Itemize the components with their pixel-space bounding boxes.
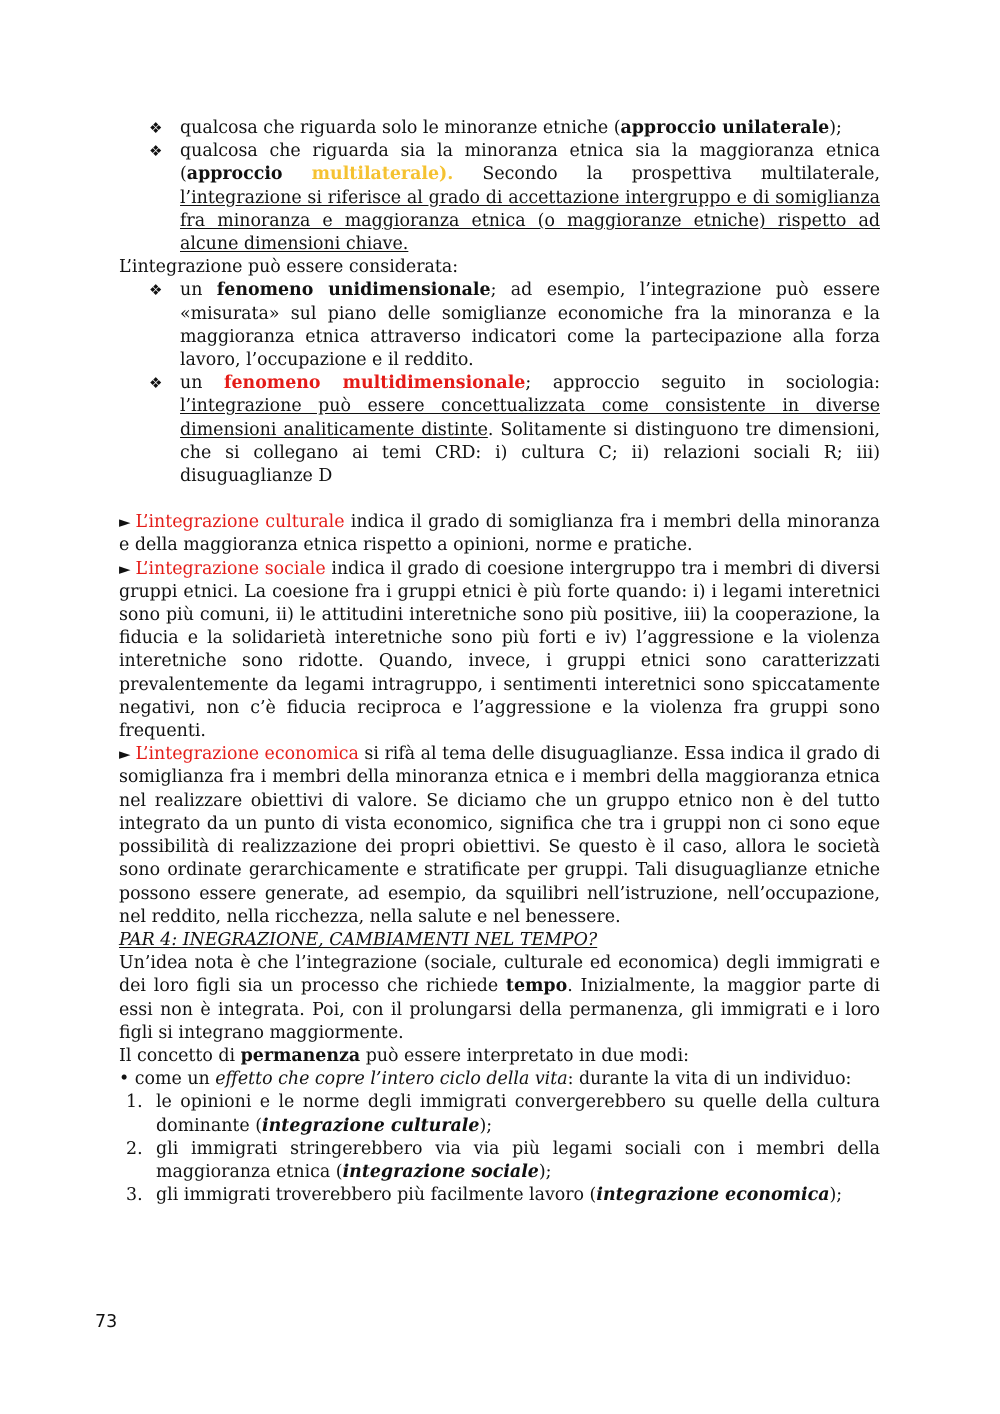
triangle-bullet-icon: ► (119, 745, 131, 764)
phenomenon-item-multidimensional: ❖ un fenomeno multidimensionale; approccio seguito in sociologia: l’integrazione può essere concettualizzata come consistente in diverse dimensioni analiticamente distinte. Solitamente si distinguono tre dimensioni, che si collegano ai temi CRD: i) cultura C; ii) relazioni sociali R; iii) disuguaglianze D (149, 373, 880, 487)
triangle-bullet-icon: ► (119, 513, 131, 532)
diamond-bullet-icon: ❖ (149, 119, 163, 137)
approach-item-unilateral: ❖ qualcosa che riguarda solo le minoranze etniche (approccio unilaterale); (119, 117, 880, 140)
dot-bullet-icon: • (119, 1069, 130, 1090)
phenomenon-item-unidimensional: ❖ un fenomeno unidimensionale; ad esempio, l’integrazione può essere «misurata» sul piano delle somiglianze economiche fra la minoranza e la maggioranza etnica attraverso indicatori come la partecipazione alla forza lavoro, l’occupazione e il reddito. (149, 280, 881, 371)
diamond-bullet-icon: ❖ (149, 142, 163, 161)
diamond-bullet-icon: ❖ (149, 281, 163, 300)
numbered-item-2: 2. gli immigrati stringerebbero via via più legami sociali con i membri della maggioranza etnica (integrazione sociale); (126, 1138, 880, 1182)
approach-item-multilateral: ❖ qualcosa che riguarda sia la minoranza etnica sia la maggioranza etnica (approccio multilaterale). Secondo la prospettiva multilaterale, l’integrazione si riferisce al grado di accettazione intergruppo e di somiglianza fra minoranza e maggioranza etnica (o maggioranze etniche) rispetto ad alcune dimensioni chiave. (149, 141, 880, 255)
dimension-economic: ► L’integrazione economica si rifà al tema delle disuguaglianze. Essa indica il grado di somiglianza fra i membri della minoranza etnica e i membri della maggioranza etnica nel realizzare obiettivi di valore. Se diciamo che un gruppo etnico non è del tutto integrato da un punto di vista economico, significa che tra i gruppi non ci sono eque possibilità di realizzazione dei propri obiettivi. Se questo è il caso, allora le società sono ordinate gerarchicamente e stratificate per gruppi. Tali disuguaglianze etniche possono essere generate, ad esempio, da squilibri nell’istruzione, nell’occupazione, nel reddito, nella ricchezza, nella salute e nel benessere. (119, 744, 880, 927)
triangle-bullet-icon: ► (119, 559, 131, 578)
lifecycle-paragraph: • come un effetto che copre l’intero ciclo della vita: durante la vita di un individuo: (119, 1069, 852, 1090)
numbered-item-3: 3. gli immigrati troverebbero più facilmente lavoro (integrazione economica); (126, 1185, 843, 1206)
section-heading: PAR 4: INEGRAZIONE, CAMBIAMENTI NEL TEMPO? (119, 929, 598, 950)
permanence-paragraph: Il concetto di permanenza può essere interpretato in due modi: (119, 1045, 689, 1066)
page-number: 73 (95, 1312, 118, 1332)
highlight-multilaterale: multilaterale). (311, 164, 454, 185)
considered-intro: L’integrazione può essere considerata: (119, 257, 459, 278)
dimension-cultural: ► L’integrazione culturale indica il grado di somiglianza fra i membri della minoranza e della maggioranza etnica rispetto a opinioni, norme e pratiche. (119, 512, 880, 556)
numbered-item-1: 1. le opinioni e le norme degli immigrati convergerebbero su quelle della cultura dominante (integrazione culturale); (126, 1092, 880, 1136)
time-paragraph: Un’idea nota è che l’integrazione (sociale, culturale ed economica) degli immigrati e dei loro figli sia un processo che richiede tempo. Inizialmente, la maggior parte di essi non è integrata. Poi, con il prolungarsi della permanenza, gli immigrati e i loro figli si integrano maggiormente. (119, 953, 880, 1043)
dimension-social: ► L’integrazione sociale indica il grado di coesione intergruppo tra i membri di diversi gruppi etnici. La coesione fra i gruppi etnici è più forte quando: i) i legami interetnici sono più comuni, ii) le attitudini interetniche sono più positive, iii) la cooperazione, la fiducia e la solidarietà interetniche sono più forti e iv) l’aggressione e la violenza interetniche sono ridotte. Quando, invece, i gruppi etnici sono caratterizzati prevalentemente da legami intragruppo, i sentimenti interetnici sono spiccatamente negativi, non c’è fiducia reciproca e l’aggressione e la violenza fra gruppi sono frequenti. (119, 558, 880, 742)
spacer (119, 488, 880, 511)
document-page (119, 117, 880, 1207)
diamond-bullet-icon: ❖ (149, 374, 163, 393)
